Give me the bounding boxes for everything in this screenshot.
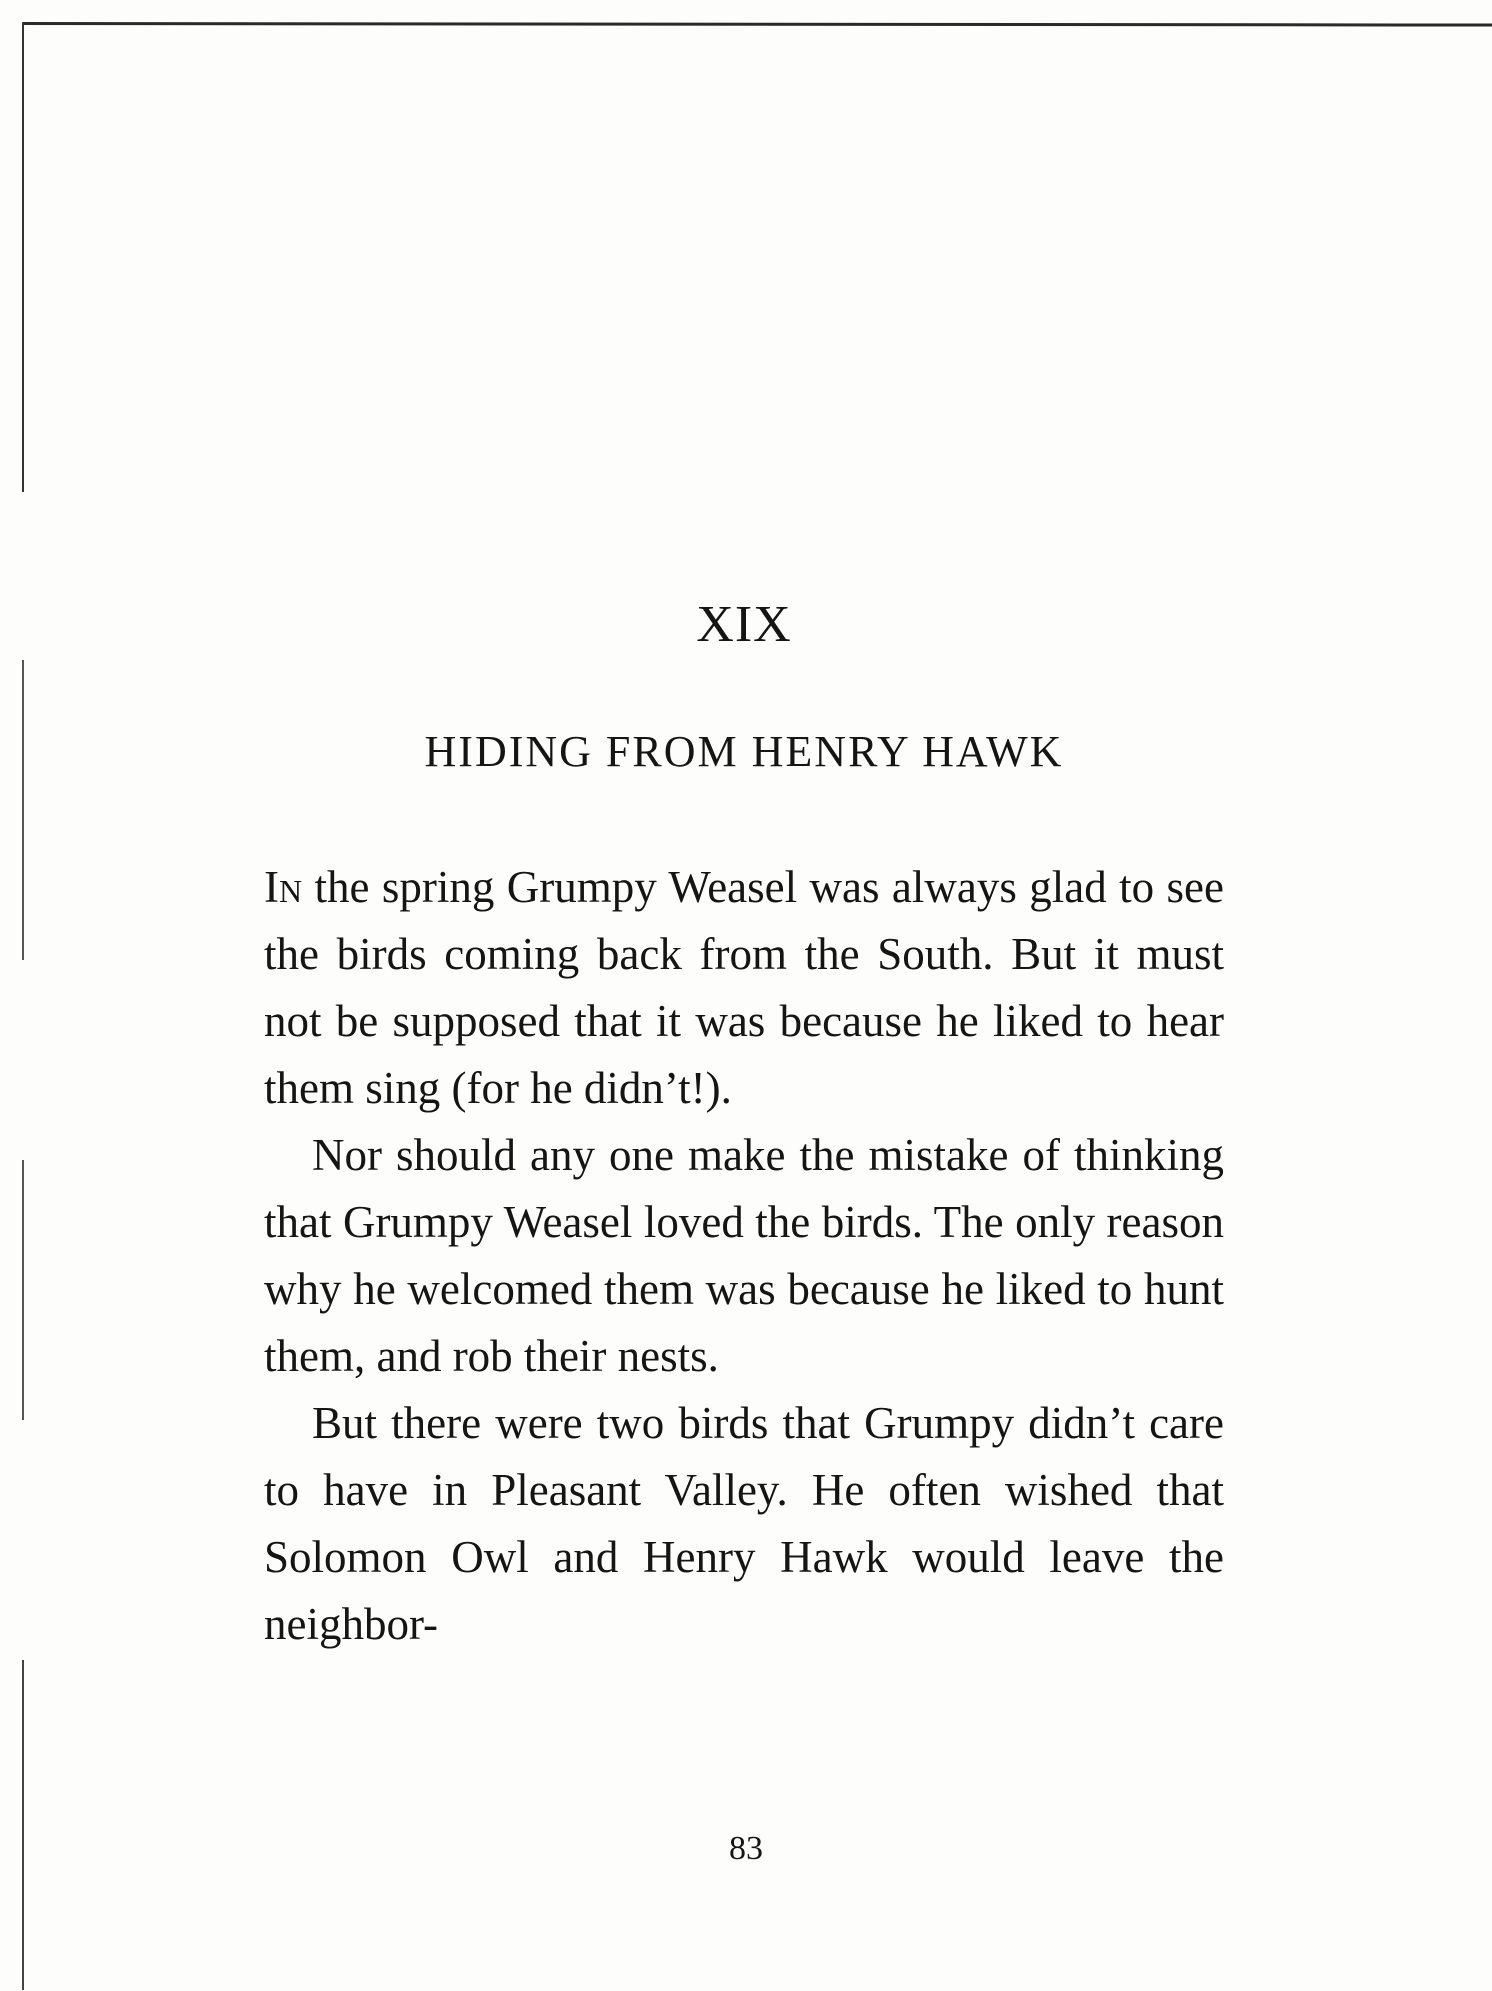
paragraph-text: the spring Grumpy Weasel was always glad to see the birds coming back from the South. But it must not be supposed that it was because he liked to hear them sing (for he didn’t!). — [264, 862, 1224, 1113]
chapter-number: XIX — [696, 596, 792, 653]
chapter-title: HIDING FROM HENRY HAWK — [424, 727, 1064, 776]
scan-border-left — [22, 1660, 24, 1990]
paragraph: Nor should any one make the mistake of thinking that Grumpy Weasel loved the birds. The only reason why he welcomed them was because he liked to hunt them, and rob their nests. — [264, 1130, 1224, 1381]
scan-border-top — [22, 22, 1492, 27]
paragraph — [264, 854, 1224, 1122]
paragraph: But there were two birds that Grumpy didn’t care to have in Pleasant Valley. He often wished that Solomon Owl and Henry Hawk would leave the neighbor- — [264, 1398, 1224, 1649]
paragraph-dropcap: In — [264, 862, 303, 912]
book-page — [264, 590, 1224, 1658]
page-number: 83 — [729, 1830, 763, 1867]
scan-border-left — [22, 22, 24, 492]
chapter-body — [264, 854, 1224, 1658]
scan-border-left — [22, 660, 24, 960]
scan-border-left — [22, 1160, 24, 1420]
